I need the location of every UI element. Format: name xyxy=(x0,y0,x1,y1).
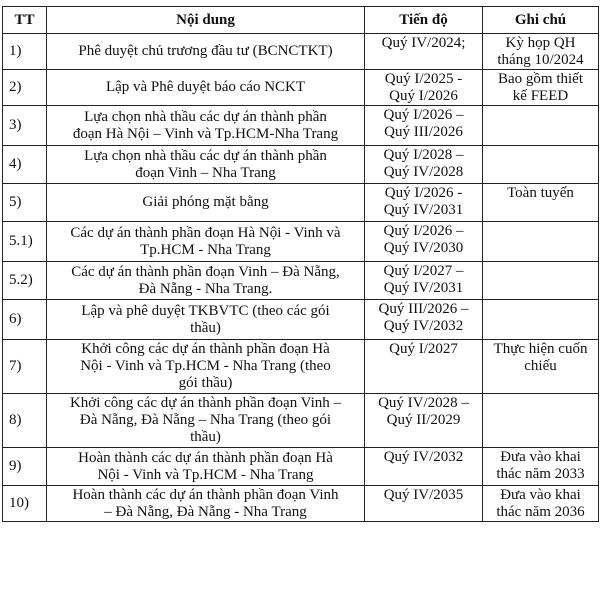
row-content-line: Phê duyệt chủ trương đầu tư (BCNCTKT) xyxy=(78,43,333,59)
row-schedule xyxy=(365,34,483,70)
table-row xyxy=(3,146,599,184)
row-note-line: Toàn tuyến xyxy=(507,185,574,201)
row-number: 5.2) xyxy=(3,262,47,300)
row-schedule-line: Quý I/2026 – xyxy=(383,107,464,123)
row-content xyxy=(47,222,365,262)
row-note xyxy=(483,448,599,486)
table-row xyxy=(3,262,599,300)
row-content-line: Hoàn thành các dự án thành phần đoạn Vinh xyxy=(72,486,339,503)
row-schedule-line: Quý IV/2030 xyxy=(383,240,464,256)
row-content-line: Lựa chọn nhà thầu các dự án thành phần xyxy=(84,147,327,164)
table-row xyxy=(3,340,599,394)
row-number: 3) xyxy=(3,106,47,146)
row-content-line: Khởi công các dự án thành phần đoạn Vinh – xyxy=(69,395,342,411)
table-header xyxy=(3,7,599,34)
row-schedule-line: Quý IV/2031 xyxy=(383,280,464,296)
row-content-line: Lựa chọn nhà thầu các dự án thành phần xyxy=(84,108,327,125)
row-number: 1) xyxy=(3,34,47,70)
row-content-line: thầu) xyxy=(190,429,221,445)
row-content xyxy=(47,184,365,222)
row-note xyxy=(483,70,599,106)
row-content-line: Các dự án thành phần đoạn Vinh – Đà Nẵng, xyxy=(71,263,340,280)
row-content-line: Đà Nẵng, Đà Nẵng – Nha Trang (theo gói xyxy=(79,412,332,428)
row-note-line: thác năm 2033 xyxy=(496,466,585,482)
row-content xyxy=(47,300,365,340)
row-content-line: Khởi công các dự án thành phần đoạn Hà xyxy=(81,341,330,357)
row-schedule-line: Quý IV/2035 xyxy=(383,487,464,503)
row-schedule-line: Quý IV/2024; xyxy=(381,35,466,51)
row-schedule-line: Quý III/2026 – xyxy=(378,301,469,317)
row-note-line: kế FEED xyxy=(512,88,569,104)
row-schedule-line: Quý I/2025 - xyxy=(384,71,463,87)
row-note xyxy=(483,486,599,522)
row-number: 8) xyxy=(3,394,47,448)
row-number: 7) xyxy=(3,340,47,394)
header-noi-dung: Nội dung xyxy=(47,7,365,34)
row-note-line: thác năm 2036 xyxy=(496,504,585,520)
row-schedule-line: Quý II/2029 xyxy=(386,412,461,428)
row-schedule-line: Quý I/2027 – xyxy=(383,263,464,279)
table-row xyxy=(3,222,599,262)
row-content-line: Đà Nẵng - Nha Trang. xyxy=(138,280,273,297)
row-schedule xyxy=(365,262,483,300)
row-number: 5.1) xyxy=(3,222,47,262)
header-tien-do: Tiến độ xyxy=(365,7,483,34)
row-schedule-line: Quý IV/2028 – xyxy=(378,395,469,411)
row-note xyxy=(483,184,599,222)
row-content-line: thầu) xyxy=(190,319,221,336)
row-content xyxy=(47,262,365,300)
table-row xyxy=(3,184,599,222)
row-schedule xyxy=(365,222,483,262)
row-content-line: Các dự án thành phần đoạn Hà Nội - Vinh và xyxy=(70,224,341,241)
table-row xyxy=(3,70,599,106)
row-content-line: Nội - Vinh và Tp.HCM - Nha Trang (theo xyxy=(80,358,331,374)
row-schedule-line: Quý III/2026 xyxy=(384,124,463,140)
row-note xyxy=(483,340,599,394)
row-content-line: gói thầu) xyxy=(178,375,233,391)
row-schedule-line: Quý I/2026 xyxy=(389,88,458,104)
header-tt: TT xyxy=(3,7,47,34)
row-schedule xyxy=(365,70,483,106)
table-body xyxy=(3,34,599,522)
row-content-line: Lập và Phê duyệt báo cáo NCKT xyxy=(105,79,306,95)
row-number: 4) xyxy=(3,146,47,184)
row-note xyxy=(483,300,599,340)
schedule-table xyxy=(2,6,599,522)
row-note xyxy=(483,146,599,184)
row-schedule-line: Quý I/2026 – xyxy=(383,223,464,239)
row-schedule-line: Quý IV/2031 xyxy=(383,202,464,218)
header-row xyxy=(3,7,599,34)
row-schedule-line: Quý I/2028 – xyxy=(383,147,464,163)
table-row xyxy=(3,394,599,448)
row-content-line: Nội - Vinh và Tp.HCM - Nha Trang xyxy=(97,466,314,483)
row-schedule-line: Quý IV/2028 xyxy=(383,164,464,180)
row-schedule xyxy=(365,146,483,184)
header-ghi-chu: Ghi chú xyxy=(483,7,599,34)
row-schedule-line: Quý I/2026 - xyxy=(384,185,463,201)
row-content-line: – Đà Nẵng, Đà Nẵng - Nha Trang xyxy=(104,503,307,520)
row-schedule xyxy=(365,106,483,146)
row-content xyxy=(47,70,365,106)
row-number: 2) xyxy=(3,70,47,106)
row-note-line: Bao gồm thiết xyxy=(498,71,583,87)
row-schedule xyxy=(365,394,483,448)
row-schedule xyxy=(365,340,483,394)
row-note xyxy=(483,394,599,448)
row-note-line: Đưa vào khai xyxy=(500,449,581,465)
row-schedule-line: Quý I/2027 xyxy=(389,341,458,357)
row-schedule xyxy=(365,300,483,340)
row-schedule xyxy=(365,184,483,222)
row-number: 6) xyxy=(3,300,47,340)
row-schedule xyxy=(365,448,483,486)
row-schedule-line: Quý IV/2032 xyxy=(383,449,464,465)
row-number: 10) xyxy=(3,486,47,522)
row-content-line: đoạn Vinh – Nha Trang xyxy=(135,164,276,181)
row-schedule xyxy=(365,486,483,522)
row-note-line: chiếu xyxy=(524,358,557,374)
row-content-line: đoạn Hà Nội – Vinh và Tp.HCM-Nha Trang xyxy=(72,125,339,142)
row-content xyxy=(47,106,365,146)
row-content xyxy=(47,486,365,522)
row-content-line: Giải phóng mặt bằng xyxy=(142,194,269,210)
row-note-line: Đưa vào khai xyxy=(500,487,581,503)
table-row xyxy=(3,486,599,522)
table-row xyxy=(3,448,599,486)
table-row xyxy=(3,300,599,340)
table-row xyxy=(3,34,599,70)
row-content xyxy=(47,34,365,70)
table-row xyxy=(3,106,599,146)
row-content xyxy=(47,340,365,394)
row-number: 9) xyxy=(3,448,47,486)
row-content-line: Hoàn thành các dự án thành phần đoạn Hà xyxy=(78,449,333,466)
row-note-line: Thực hiện cuốn xyxy=(493,341,588,357)
row-content-line: Tp.HCM - Nha Trang xyxy=(140,241,271,258)
row-note xyxy=(483,106,599,146)
row-content xyxy=(47,448,365,486)
row-note-line: tháng 10/2024 xyxy=(497,52,584,68)
row-number: 5) xyxy=(3,184,47,222)
row-content xyxy=(47,394,365,448)
row-note xyxy=(483,262,599,300)
row-note xyxy=(483,34,599,70)
row-note-line: Kỳ họp QH xyxy=(505,35,576,51)
row-content-line: Lập và phê duyệt TKBVTC (theo các gói xyxy=(81,302,330,319)
row-note xyxy=(483,222,599,262)
row-content xyxy=(47,146,365,184)
row-schedule-line: Quý IV/2032 xyxy=(383,318,464,334)
